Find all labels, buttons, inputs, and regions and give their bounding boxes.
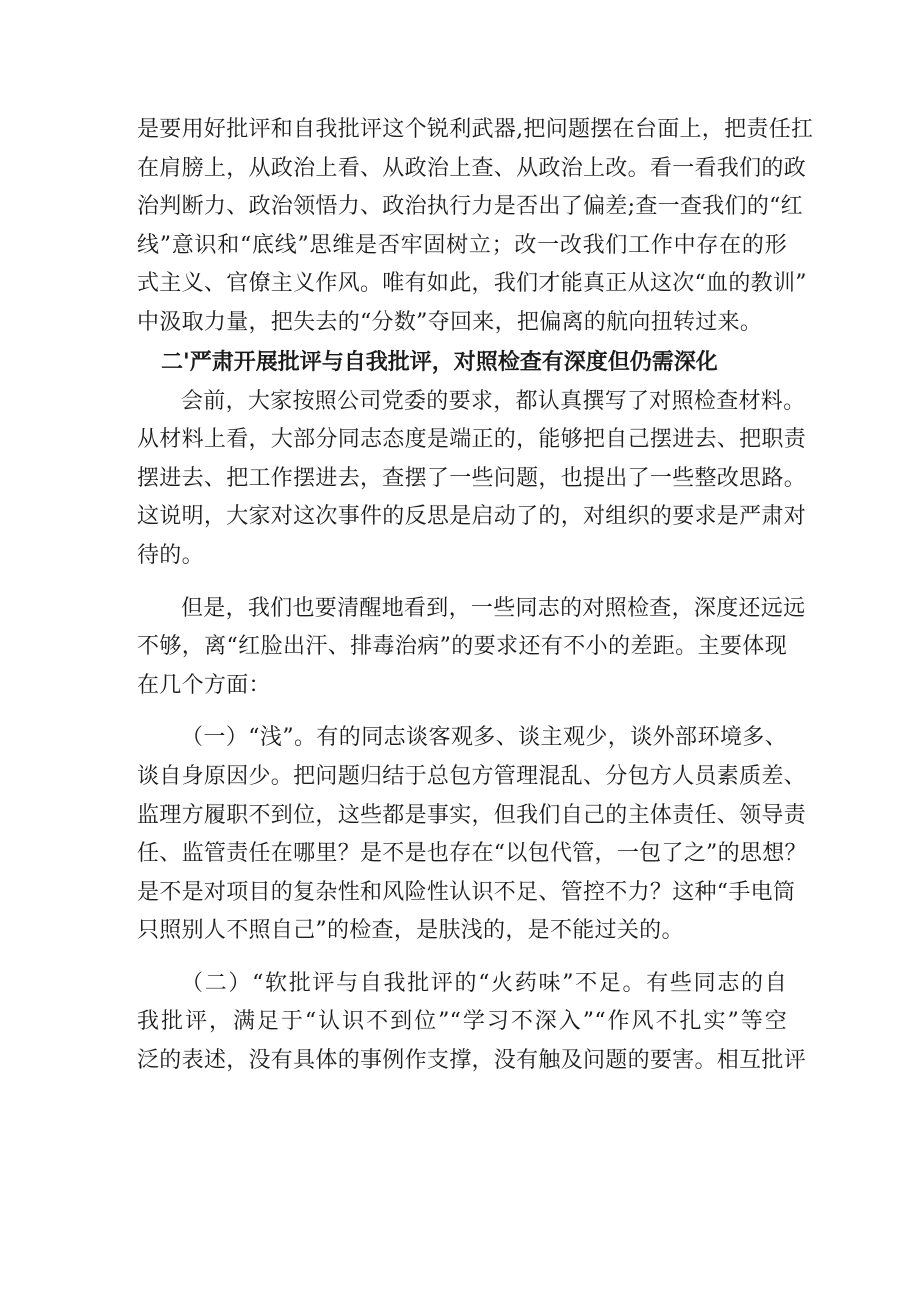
text-line: 是要用好批评和自我批评这个锐利武器,把问题摆在台面上，把责任扛 (137, 117, 814, 142)
text-line: 治判断力、政治领悟力、政治执行力是否出了偏差;查一查我们的“红 (137, 194, 803, 220)
section-heading: 二'严肃开展批评与自我批评，对照检查有深度但仍需深化 (161, 349, 718, 375)
paragraph-3 (137, 590, 806, 706)
text-line: 从材料上看，大部分同志态度是端正的，能够把自己摆进去、把职责 (137, 427, 807, 453)
paragraph-5 (137, 965, 807, 1081)
text-line: 任、监管责任在哪里？是不是也存在“以包代管，一包了之”的思想？ (137, 841, 807, 867)
text-line: 谈自身原因少。把问题归结于总包方管理混乱、分包方人员素质差、 (137, 763, 807, 789)
text-line: 我批评，满足于“认识不到位”“学习不深入”“作风不扎实”等空 (137, 1009, 787, 1035)
text-line: 式主义、官僚主义作风。唯有如此，我们才能真正从这次“血的教训” (137, 271, 807, 297)
text-line: （一）“浅”。有的同志谈客观多、谈主观少，谈外部环境多、 (181, 725, 787, 751)
text-line: 泛的表述，没有具体的事例作支撑，没有触及问题的要害。相互批评 (137, 1048, 807, 1074)
text-line: 摆进去、把工作摆进去，查摆了一些问题，也提出了一些整改思路。 (137, 465, 807, 491)
text-line: 这说明，大家对这次事件的反思是启动了的，对组织的要求是严肃对 (137, 504, 807, 530)
text-line: （二）“软批评与自我批评的“火药味”不足。有些同志的自 (181, 970, 787, 996)
document-body (137, 111, 814, 1081)
text-line: 中汲取力量，把失去的“分数”夺回来，把偏离的航向扭转过来。 (137, 309, 763, 335)
text-line: 只照别人不照自己”的检查，是肤浅的，是不能过关的。 (137, 918, 684, 944)
text-line: 在几个方面： (137, 672, 271, 698)
text-line: 但是，我们也要清醒地看到，一些同志的对照检查，深度还远远 (181, 595, 806, 621)
text-line: 线”意识和“底线”思维是否牢固树立；改一改我们工作中存在的形 (137, 232, 787, 258)
text-line: 是不是对项目的复杂性和风险性认识不足、管控不力？这种“手电筒 (137, 879, 796, 905)
text-line: 在肩膀上，从政治上看、从政治上查、从政治上改。看一看我们的政 (137, 155, 807, 181)
text-line: 监理方履职不到位，这些都是事实，但我们自己的主体责任、领导责 (137, 802, 807, 828)
text-line: 不够，离“红脸出汗、排毒治病”的要求还有不小的差距。主要体现 (137, 634, 787, 660)
paragraph-2 (137, 383, 807, 576)
text-line: 待的。 (137, 542, 204, 568)
text-line: 会前，大家按照公司党委的要求，都认真撰写了对照检查材料。 (181, 388, 806, 414)
paragraph-4 (137, 719, 807, 951)
paragraph-1 (137, 111, 814, 343)
